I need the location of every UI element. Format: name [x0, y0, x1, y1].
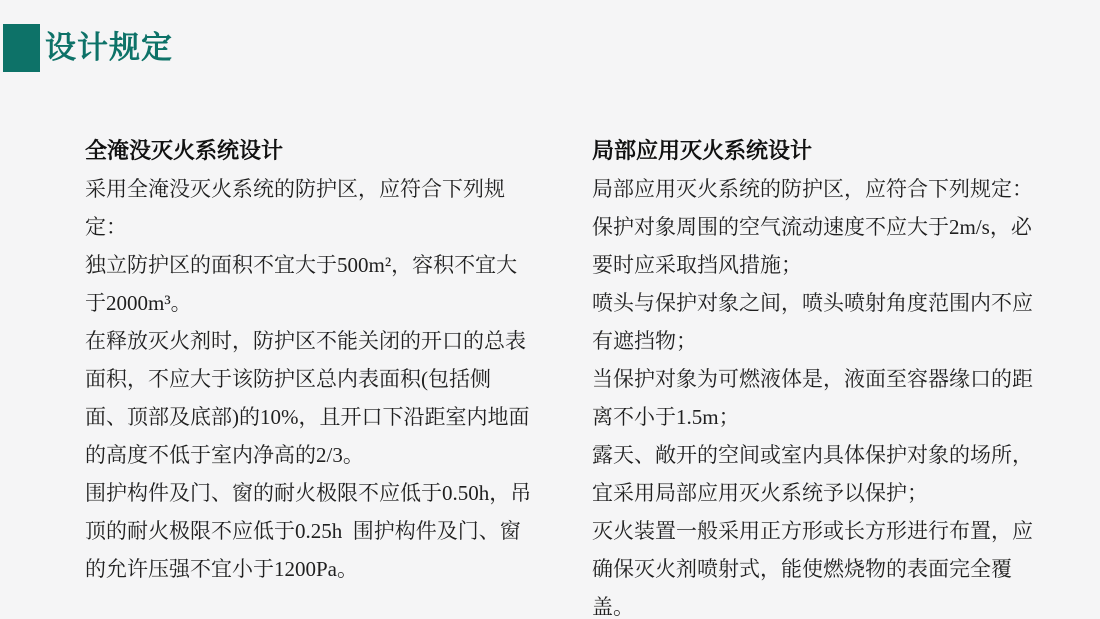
paragraph: 围护构件及门、窗的耐火极限不应低于0.50h，吊顶的耐火极限不应低于0.25h 围护构件及门、窗的允许压强不宜小于1200Pa。: [85, 481, 532, 581]
title-accent-square: [3, 24, 40, 72]
section-heading-total-flooding: 全淹没灭火系统设计: [85, 138, 284, 163]
paragraph: 灭火装置一般采用正方形或长方形进行布置，应确保灭火剂喷射式，能使燃烧物的表面完全覆盖。: [592, 519, 1033, 619]
paragraph: 独立防护区的面积不宜大于500m²，容积不宜大于2000m³。: [85, 253, 518, 315]
column-local-application: [592, 132, 1042, 619]
slide-content: [85, 132, 1042, 619]
paragraph: 保护对象周围的空气流动速度不应大于2m/s，必要时应采取挡风措施；: [592, 215, 1032, 277]
paragraph: 在释放灭火剂时，防护区不能关闭的开口的总表面积，不应大于该防护区总内表面积(包括侧面、顶部及底部)的10%，且开口下沿距室内地面的高度不低于室内净高的2/3。: [85, 329, 530, 467]
section-heading-local-application: 局部应用灭火系统设计: [592, 138, 813, 163]
paragraph: 采用全淹没灭火系统的防护区，应符合下列规定：: [85, 177, 505, 239]
paragraph: 喷头与保护对象之间，喷头喷射角度范围内不应有遮挡物；: [592, 291, 1033, 353]
paragraph: 露天、敞开的空间或室内具体保护对象的场所，宜采用局部应用灭火系统予以保护；: [592, 443, 1033, 505]
page-title: 设计规定: [45, 30, 173, 65]
column-total-flooding: [85, 132, 532, 619]
paragraph: 局部应用灭火系统的防护区，应符合下列规定：: [592, 177, 1033, 201]
paragraph: 当保护对象为可燃液体是，液面至容器缘口的距离不小于1.5m；: [592, 367, 1033, 429]
